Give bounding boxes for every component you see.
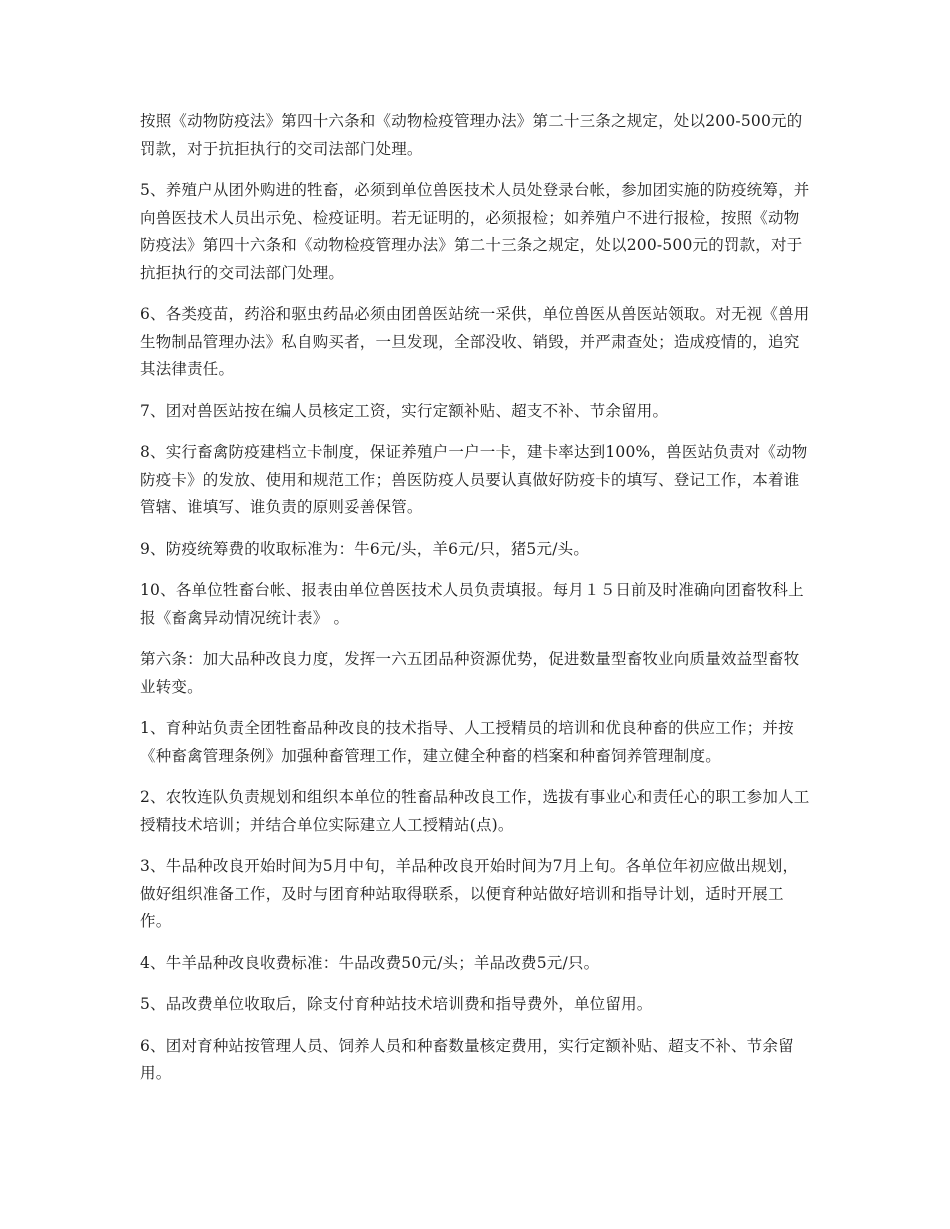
paragraph-penalty-clause: 按照《动物防疫法》第四十六条和《动物检疫管理办法》第二十三条之规定，处以200-500元的罚款，对于抗拒执行的交司法部门处理。 xyxy=(140,112,803,158)
paragraph-item-5-livestock-purchase: 5、养殖户从团外购进的牲畜，必须到单位兽医技术人员处登录台帐，参加团实施的防疫统筹，并向兽医技术人员出示免、检疫证明。若无证明的，必须报检；如养殖户不进行报检，按照《动物防疫法》第四十六条和《动物检疫管理办法》第二十三条之规定，处以200-500元的罚款，对于抗拒执行的交司法部门处理。 xyxy=(140,181,810,282)
paragraph-breeding-item-6: 6、团对育种站按管理人员、饲养人员和种畜数量核定费用，实行定额补贴、超支不补、节余留用。 xyxy=(140,1036,794,1082)
paragraph-item-8-epidemic-records: 8、实行畜禽防疫建档立卡制度，保证养殖户一户一卡，建卡率达到100%，兽医站负责对《动物防疫卡》的发放、使用和规范工作；兽医防疫人员要认真做好防疫卡的填写、登记工作，本着谁管辖、谁填写、谁负责的原则妥善保管。 xyxy=(140,443,808,516)
paragraph-breeding-item-2: 2、农牧连队负责规划和组织本单位的牲畜品种改良工作，选拔有事业心和责任心的职工参加人工授精技术培训；并结合单位实际建立人工授精站(点)。 xyxy=(140,788,810,834)
paragraph-item-9-fee-standard: 9、防疫统筹费的收取标准为：牛6元/头，羊6元/只，猪5元/头。 xyxy=(140,539,590,558)
paragraph-item-7-vet-station-wages: 7、团对兽医站按在编人员核定工资，实行定额补贴、超支不补、节余留用。 xyxy=(140,401,669,420)
paragraph-article-6: 第六条：加大品种改良力度，发挥一六五团品种资源优势，促进数量型畜牧业向质量效益型畜牧业转变。 xyxy=(140,650,800,696)
document-body xyxy=(140,108,810,1102)
paragraph-item-6-vaccines: 6、各类疫苗，药浴和驱虫药品必须由团兽医站统一采供，单位兽医从兽医站领取。对无视《兽用生物制品管理办法》私自购买者，一旦发现，全部没收、销毁，并严肃查处；造成疫情的，追究其法律责任。 xyxy=(140,305,810,378)
paragraph-breeding-item-3: 3、牛品种改良开始时间为5月中旬，羊品种改良开始时间为7月上旬。各单位年初应做出规划，做好组织准备工作，及时与团育种站取得联系，以便育种站做好培训和指导计划，适时开展工作。 xyxy=(140,857,799,930)
paragraph-item-10-livestock-ledger: 10、各单位牲畜台帐、报表由单位兽医技术人员负责填报。每月１５日前及时准确向团畜牧科上报《畜禽异动情况统计表》 。 xyxy=(140,581,804,627)
paragraph-breeding-item-4: 4、牛羊品种改良收费标准：牛品改费50元/头；羊品改费5元/只。 xyxy=(140,953,600,972)
paragraph-breeding-item-5: 5、品改费单位收取后，除支付育种站技术培训费和指导费外，单位留用。 xyxy=(140,995,653,1013)
paragraph-breeding-item-1: 1、育种站负责全团牲畜品种改良的技术指导、人工授精员的培训和优良种畜的供应工作；并按《种畜禽管理条例》加强种畜管理工作，建立健全种畜的档案和种畜饲养管理制度。 xyxy=(140,719,794,765)
